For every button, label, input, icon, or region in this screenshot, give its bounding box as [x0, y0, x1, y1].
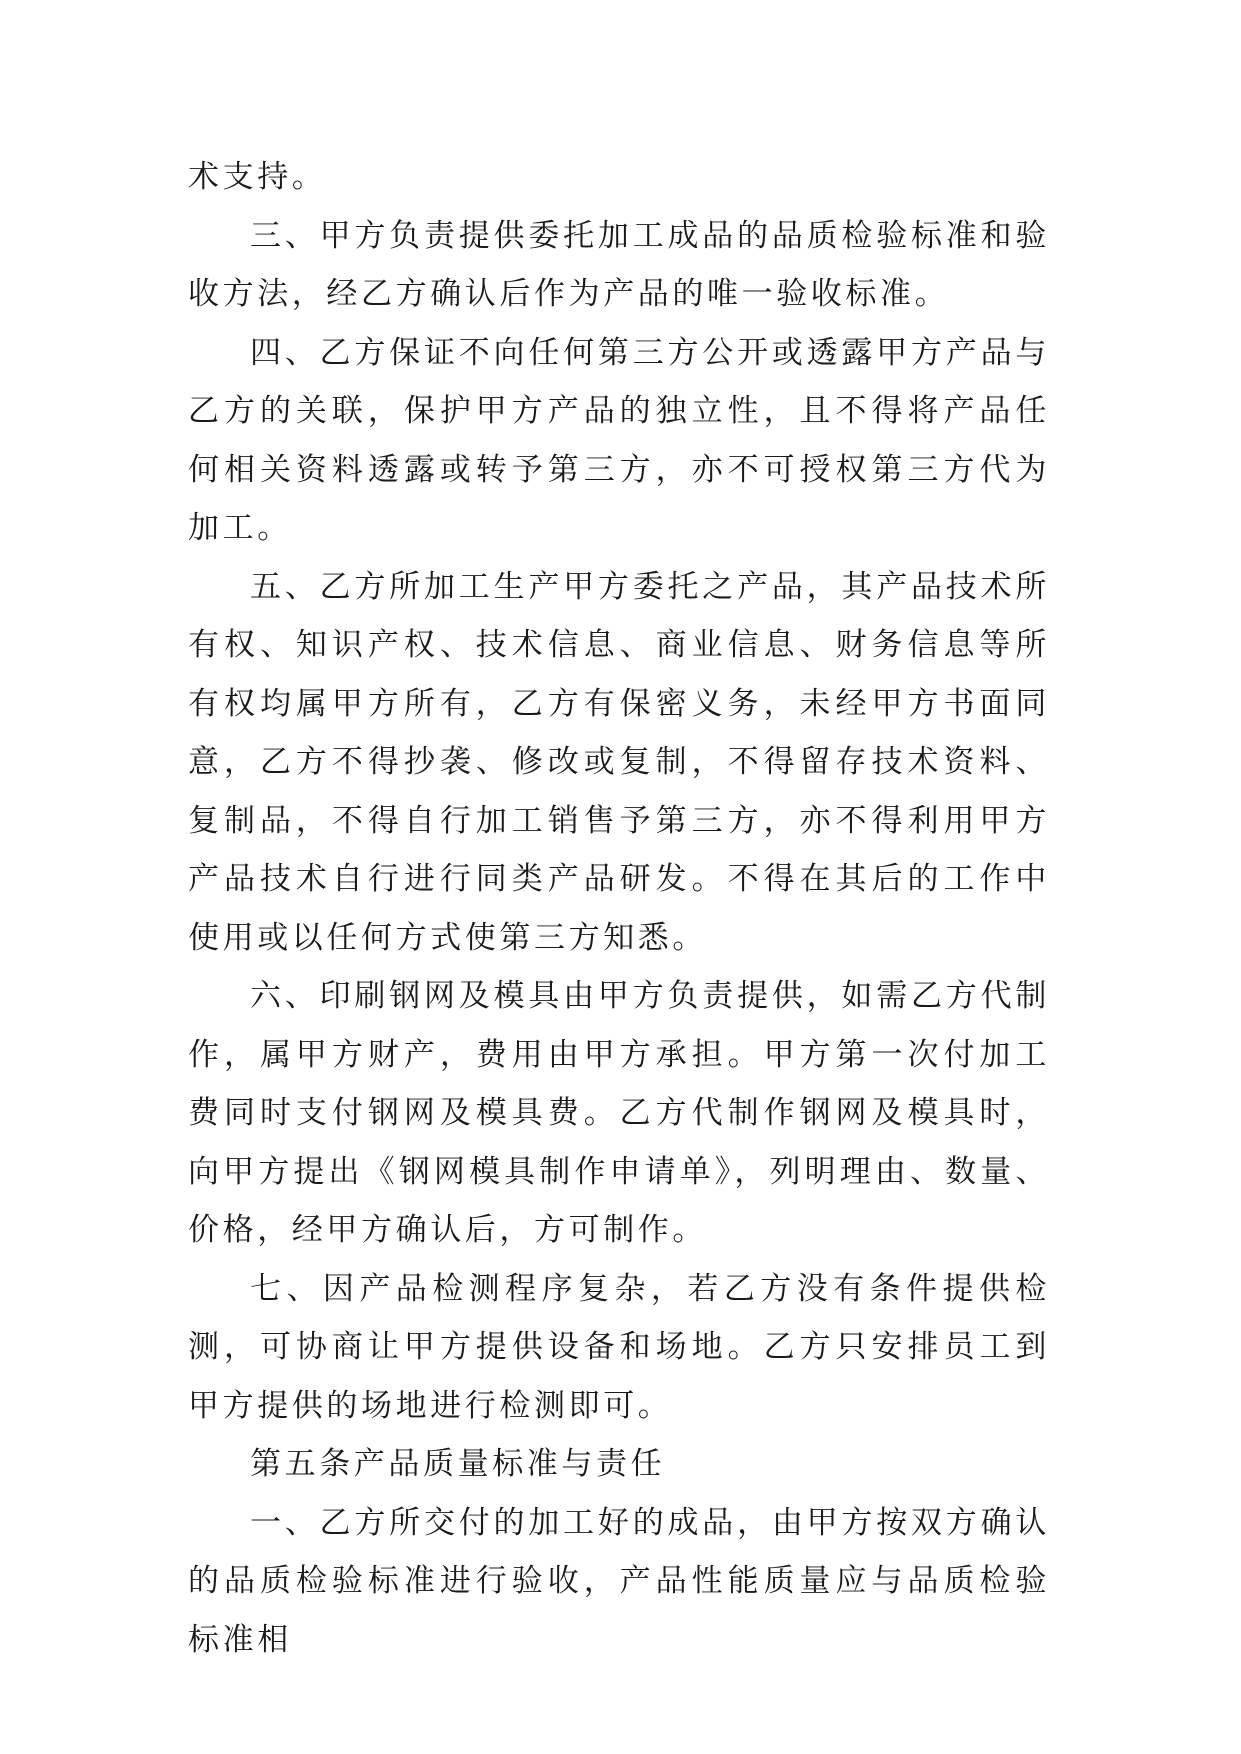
- document-body: [188, 148, 1050, 1669]
- section-heading-article-5: 第五条产品质量标准与责任: [250, 1446, 666, 1482]
- paragraph-clause-7: 七、因产品检测程序复杂，若乙方没有条件提供检测，可协商让甲方提供设备和场地。乙方只安排员工到甲方提供的场地进行检测即可。: [188, 1270, 1050, 1424]
- paragraph-clause-5: 五、乙方所加工生产甲方委托之产品，其产品技术所有权、知识产权、技术信息、商业信息、财务信息等所有权均属甲方所有，乙方有保密义务，未经甲方书面同意，乙方不得抄袭、修改或复制，不得留存技术资料、复制品，不得自行加工销售予第三方，亦不得利用甲方产品技术自行进行同类产品研发。不得在其后的工作中使用或以任何方式使第三方知悉。: [188, 568, 1050, 956]
- paragraph-continuation: 术支持。: [188, 159, 327, 195]
- paragraph-article-5-clause-1: 一、乙方所交付的加工好的成品，由甲方按双方确认的品质检验标准进行验收，产品性能质量应与品质检验标准相: [188, 1504, 1050, 1658]
- paragraph-clause-3: 三、甲方负责提供委托加工成品的品质检验标准和验收方法，经乙方确认后作为产品的唯一验收标准。: [188, 217, 1050, 312]
- paragraph-clause-4: 四、乙方保证不向任何第三方公开或透露甲方产品与乙方的关联，保护甲方产品的独立性，且不得将产品任何相关资料透露或转予第三方，亦不可授权第三方代为加工。: [188, 334, 1050, 546]
- paragraph-clause-6: 六、印刷钢网及模具由甲方负责提供，如需乙方代制作，属甲方财产，费用由甲方承担。甲方第一次付加工费同时支付钢网及模具费。乙方代制作钢网及模具时，向甲方提出《钢网模具制作申请单》，列明理由、数量、价格，经甲方确认后，方可制作。: [188, 978, 1050, 1248]
